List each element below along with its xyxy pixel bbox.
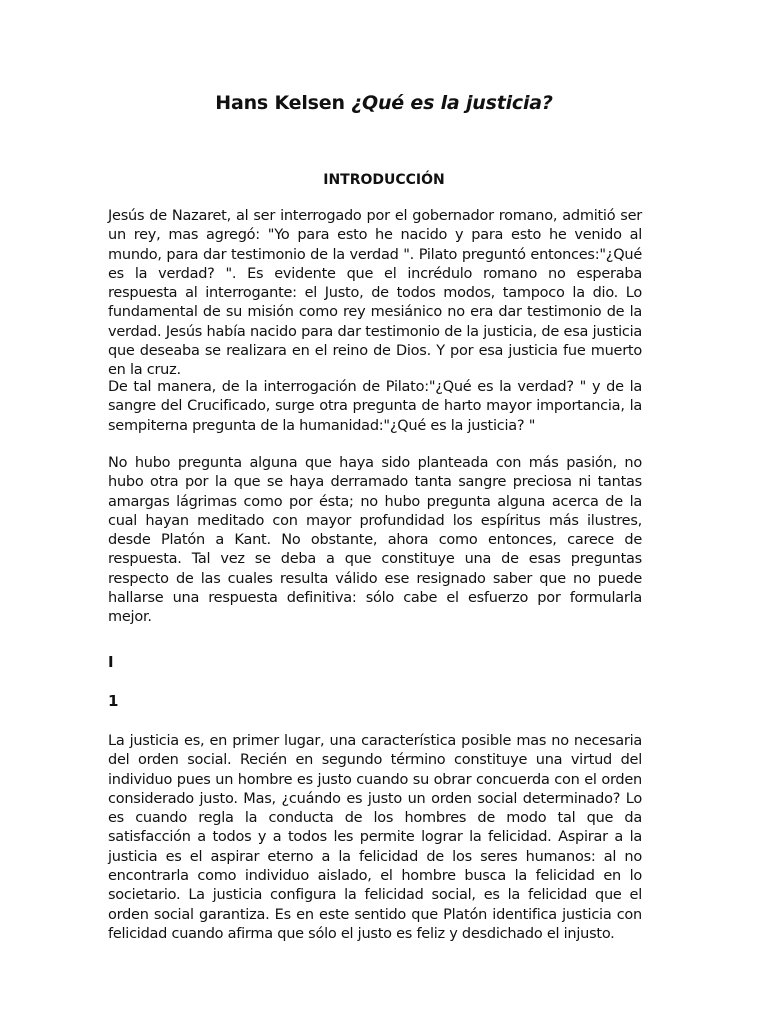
introduction-heading: INTRODUCCIÓN [323, 172, 445, 188]
section-marker: 1 [108, 692, 119, 710]
intro-paragraph-2: De tal manera, de la interrogación de Pilato:"¿Qué es la verdad? " y de la sangre del Crucificado, surge otra pregunta de harto mayor importancia, la sempiterna pregunta de la humanidad:"¿Qué es la justicia? " [108, 379, 642, 434]
intro-paragraph-3: No hubo pregunta alguna que haya sido planteada con más pasión, no hubo otra por la que se haya derramado tanta sangre preciosa ni tantas amargas lágrimas como por ésta; no hubo pregunta alguna acerca de la cual hayan meditado con mayor profundidad los espíritus más ilustres, desde Platón a Kant. No obstante, ahora como entonces, carece de respuesta. Tal vez se deba a que constituye una de esas preguntas respecto de las cuales resulta válido ese resignado saber que no puede hallarse una respuesta definitiva: sólo cabe el esfuerzo por formularla mejor. [108, 455, 642, 626]
work-title: ¿Qué es la justicia? [351, 92, 553, 114]
part-marker: I [108, 653, 114, 671]
section-1-paragraph: La justicia es, en primer lugar, una característica posible mas no necesaria del orden social. Recién en segundo término constituye una virtud del individuo pues un hombre es justo cuando su obrar concuerda con el orden considerado justo. Mas, ¿cuándo es justo un orden social determinado? Lo es cuando regla la conducta de los hombres de modo tal que da satisfacción a todos y a todos les permite lograr la felicidad. Aspirar a la justicia es el aspirar eterno a la felicidad de los seres humanos: al no encontrarla como individuo aislado, el hombre busca la felicidad en lo societario. La justicia configura la felicidad social, es la felicidad que el orden social garantiza. Es en este sentido que Platón identifica justicia con felicidad cuando afirma que sólo el justo es feliz y desdichado el injusto. [108, 733, 642, 942]
intro-paragraph-1: Jesús de Nazaret, al ser interrogado por el gobernador romano, admitió ser un rey, mas agregó: "Yo para esto he nacido y para esto he venido al mundo, para dar testimonio de la verdad ". Pilato preguntó entonces:"¿Qué es la verdad? ". Es evidente que el incrédulo romano no esperaba respuesta al interrogante: el Justo, de todos modos, tampoco la dio. Lo fundamental de su misión como rey mesiánico no era dar testimonio de la verdad. Jesús había nacido para dar testimonio de la justicia, de esa justicia que deseaba se realizara en el reino de Dios. Y por esa justicia fue muerto en la cruz. [108, 208, 642, 379]
author-name: Hans Kelsen [215, 92, 345, 114]
document-title [0, 92, 768, 114]
